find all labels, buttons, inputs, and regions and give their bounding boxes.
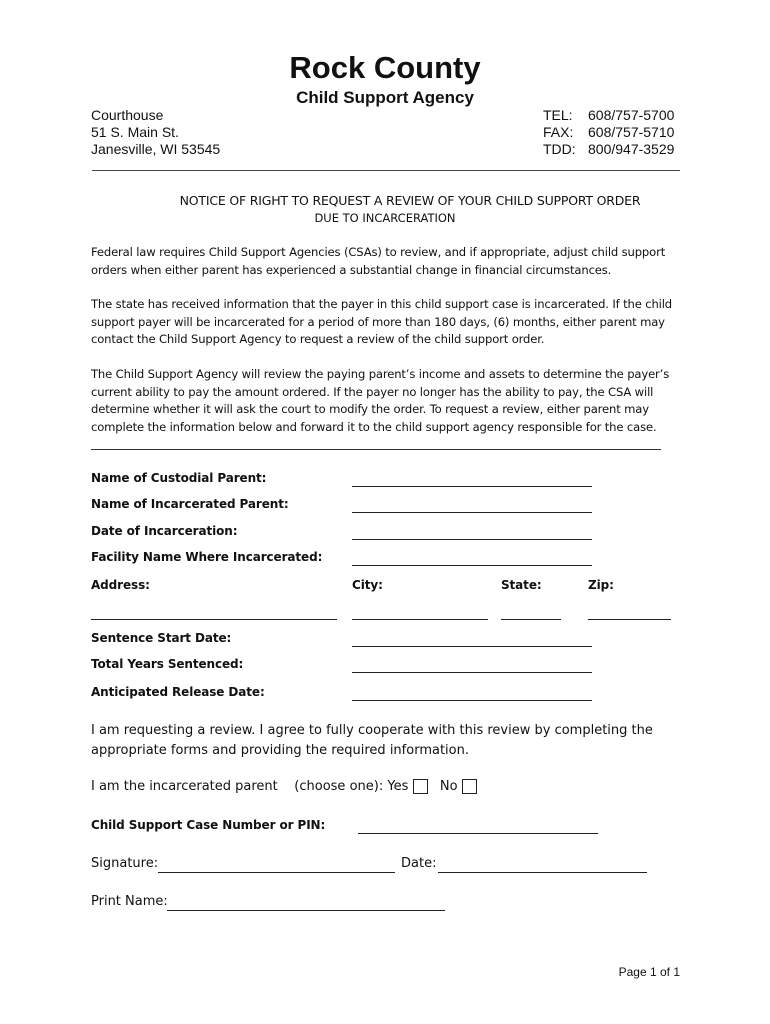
state-label: State: <box>501 578 542 592</box>
custodial-parent-label: Name of Custodial Parent: <box>91 471 267 485</box>
incarcerated-question <box>91 777 477 797</box>
sentence-start-field[interactable] <box>352 646 592 647</box>
statement-line: I am requesting a review. I agree to fully cooperate with this review by completing the <box>91 723 653 738</box>
total-years-label: Total Years Sentenced: <box>91 657 244 671</box>
paragraph-line: Federal law requires Child Support Agencies (CSAs) to review, and if appropriate, adjust child support <box>91 245 666 259</box>
address-field[interactable] <box>91 619 337 620</box>
city-label: City: <box>352 578 383 592</box>
zip-field[interactable] <box>588 619 671 620</box>
page-number: Page 1 of 1 <box>618 965 680 979</box>
no-label: No <box>439 779 458 794</box>
paragraph-line: The Child Support Agency will review the paying parent’s income and assets to determine the payer’s <box>91 367 670 381</box>
date-label: Date: <box>401 856 437 871</box>
county-title: Rock County <box>289 50 481 85</box>
paragraph-line: current ability to pay the amount ordered. If the payer no longer has the ability to pay, the CSA will <box>91 384 654 399</box>
request-statement <box>91 721 711 761</box>
facility-name-label: Facility Name Where Incarcerated: <box>91 550 323 564</box>
paragraph <box>91 366 691 436</box>
yes-label: Yes <box>387 779 409 794</box>
facility-name-field[interactable] <box>352 565 592 566</box>
zip-label: Zip: <box>588 578 614 592</box>
paragraph-line: support payer will be incarcerated for a period of more than 180 days, (6) months, either parent may <box>91 314 665 329</box>
incarceration-date-field[interactable] <box>352 539 592 540</box>
paragraph-line: contact the Child Support Agency to request a review of the child support order. <box>91 332 545 346</box>
contact-value: 608/757-5710 <box>588 124 675 140</box>
address-line: 51 S. Main St. <box>91 124 179 140</box>
contact-value: 608/757-5700 <box>588 107 675 123</box>
release-date-field[interactable] <box>352 700 592 701</box>
sentence-start-label: Sentence Start Date: <box>91 631 232 645</box>
print-name-label: Print Name: <box>91 894 168 909</box>
section-divider <box>91 449 661 450</box>
paragraph-line: complete the information below and forward it to the child support agency responsible for the case. <box>91 419 657 434</box>
case-number-label: Child Support Case Number or PIN: <box>91 818 326 832</box>
state-field[interactable] <box>501 619 561 620</box>
paragraph <box>91 296 691 349</box>
address-block <box>91 107 220 158</box>
contact-label: FAX: <box>543 124 574 140</box>
header-divider <box>92 170 680 171</box>
address-line: Janesville, WI 53545 <box>91 141 221 157</box>
question-text: I am the incarcerated parent (choose one): <box>91 779 384 794</box>
contact-label: TDD: <box>543 141 576 157</box>
yes-checkbox[interactable] <box>413 779 428 794</box>
incarcerated-parent-field[interactable] <box>352 512 592 513</box>
contact-label: TEL: <box>543 107 573 123</box>
statement-line: appropriate forms and providing the required information. <box>91 743 469 758</box>
paragraph <box>91 244 691 279</box>
release-date-label: Anticipated Release Date: <box>91 685 265 699</box>
paragraph-line: orders when either parent has experienced a substantial change in financial circumstances. <box>91 262 612 277</box>
signature-field[interactable] <box>158 872 395 873</box>
contact-block <box>543 107 674 158</box>
notice-subtitle: DUE TO INCARCERATION <box>314 211 456 225</box>
custodial-parent-field[interactable] <box>352 486 592 487</box>
agency-title: Child Support Agency <box>296 88 474 107</box>
address-label: Address: <box>91 578 150 592</box>
paragraph-line: determine whether it will ask the court to modify the order. To request a review, either parent may <box>91 402 649 416</box>
incarceration-date-label: Date of Incarceration: <box>91 524 238 538</box>
paragraph-line: The state has received information that the payer in this child support case is incarcerated. If the child <box>91 297 672 311</box>
date-field[interactable] <box>438 872 647 873</box>
address-line: Courthouse <box>91 107 164 123</box>
print-name-field[interactable] <box>167 910 445 911</box>
city-field[interactable] <box>352 619 488 620</box>
signature-label: Signature: <box>91 856 159 871</box>
notice-title: NOTICE OF RIGHT TO REQUEST A REVIEW OF YOUR CHILD SUPPORT ORDER <box>179 193 641 208</box>
case-number-field[interactable] <box>358 833 598 834</box>
contact-value: 800/947-3529 <box>588 141 675 157</box>
total-years-field[interactable] <box>352 672 592 673</box>
no-checkbox[interactable] <box>462 779 477 794</box>
incarcerated-parent-label: Name of Incarcerated Parent: <box>91 497 289 511</box>
